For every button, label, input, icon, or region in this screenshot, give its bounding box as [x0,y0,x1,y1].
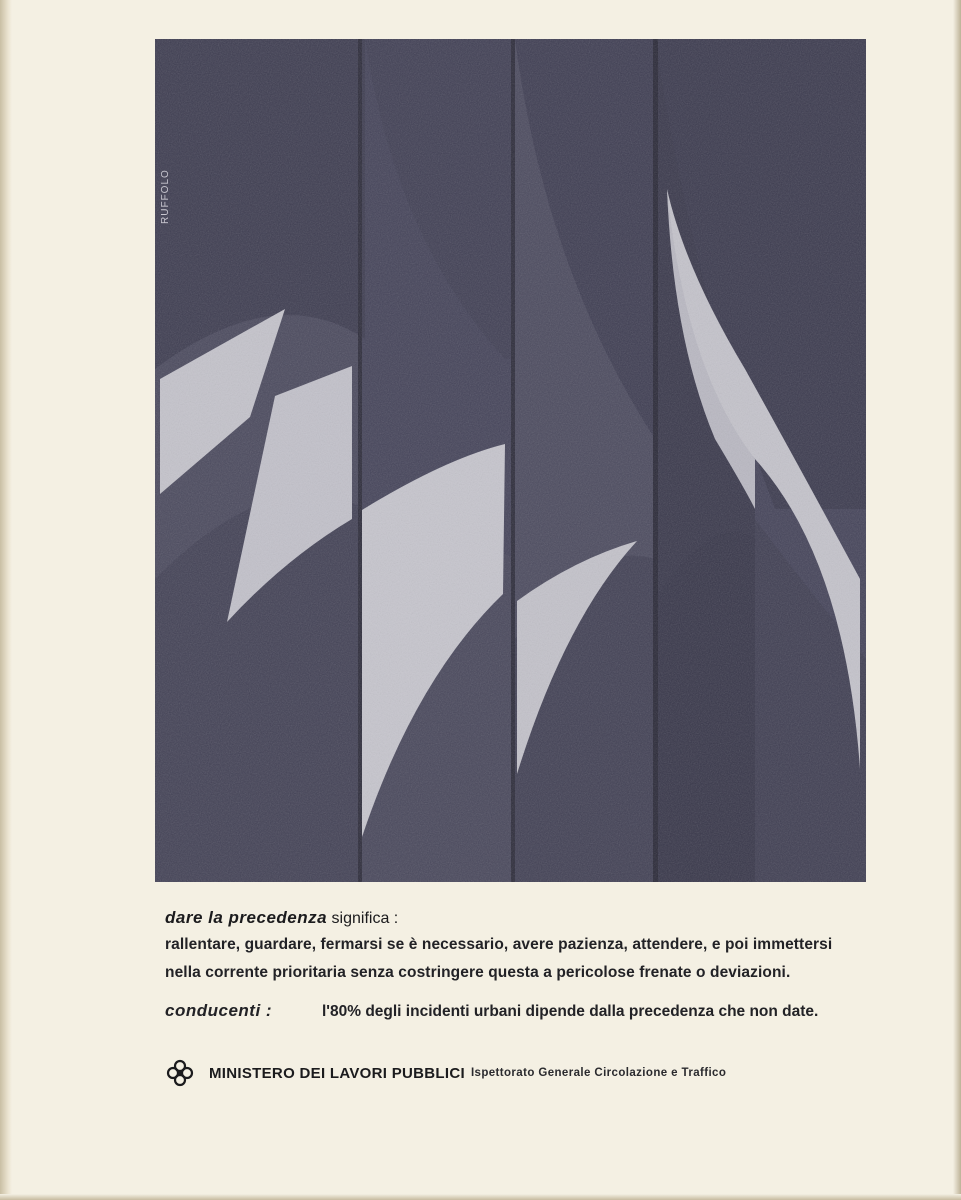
ministry-credit [165,1058,726,1088]
body-line-2: nella corrente prioritaria senza costringere questa a pericolose frenate o deviazioni. [165,964,791,981]
poster-text [165,905,885,1025]
drivers-label: conducenti : [165,1001,273,1020]
artwork-graphic [155,39,866,882]
headline-suffix: significa : [331,910,399,927]
ministry-subtitle: Ispettorato Generale Circolazione e Traffico [470,1067,727,1079]
drivers-line [165,998,885,1025]
body-line-1: rallentare, guardare, fermarsi se è necessario, avere pazienza, attendere, e poi immettersi [165,936,833,953]
ministry-emblem-icon [165,1058,195,1088]
headline [165,905,885,931]
page-right-edge [953,0,961,1200]
page-left-edge [0,0,12,1200]
page-bottom-edge [0,1194,961,1200]
abstract-artwork [155,39,866,882]
headline-term: dare la precedenza [165,908,328,927]
grain-overlay [155,39,866,882]
drivers-text: l'80% degli incidenti urbani dipende dalla precedenza che non date. [322,1003,819,1020]
ministry-name: MINISTERO DEI LAVORI PUBBLICI [209,1064,465,1082]
artist-signature: RUFFOLO [160,169,171,224]
